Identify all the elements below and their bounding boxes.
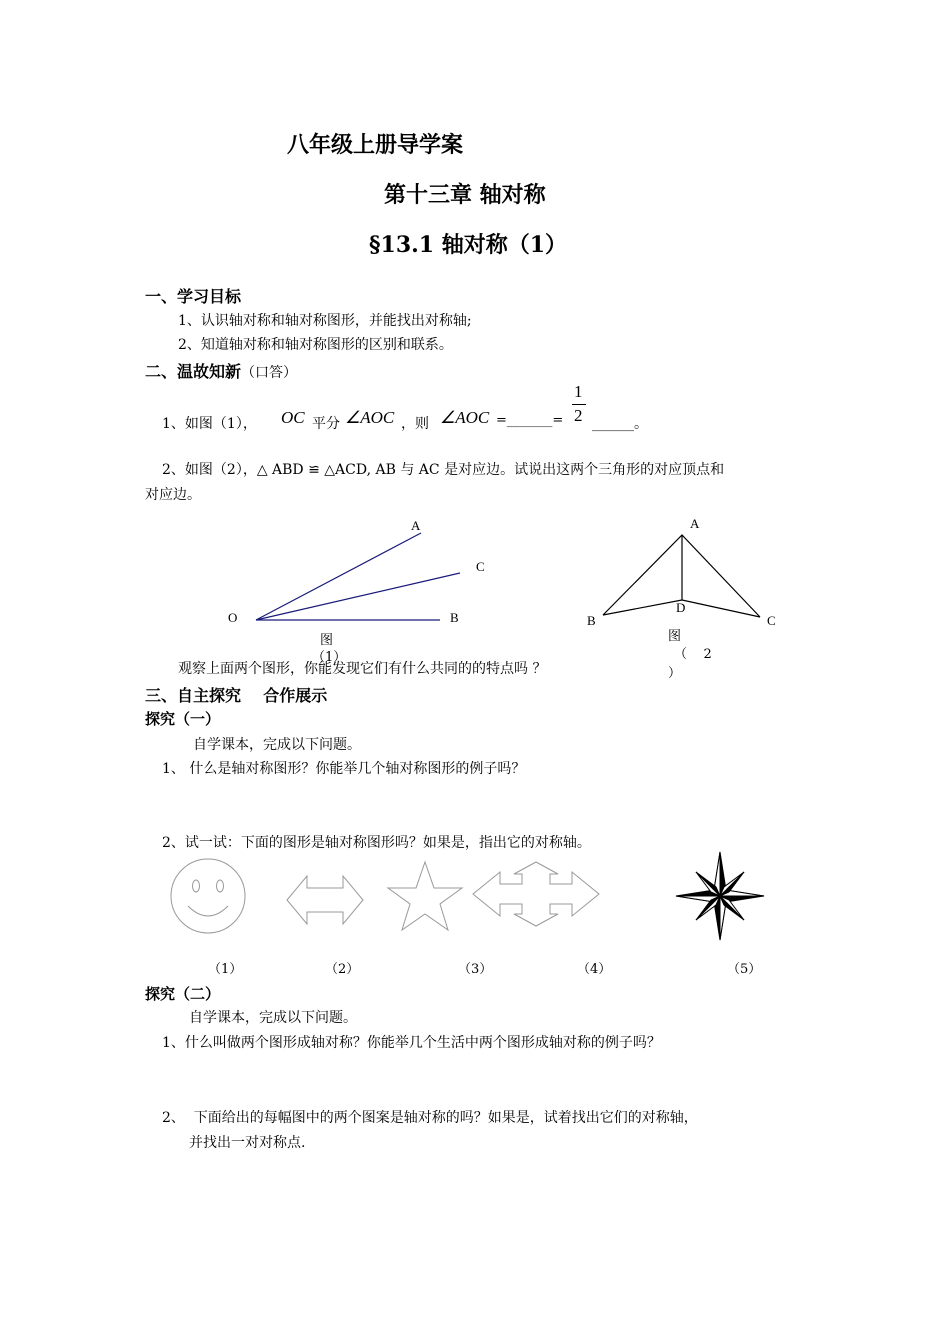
review-q1-angle2: ∠AOC	[440, 408, 490, 427]
goal-item-1: 1、认识轴对称和轴对称图形，并能找出对称轴;	[178, 313, 472, 329]
fig2-label-b: B	[587, 613, 596, 628]
compass-rose-icon	[676, 852, 764, 940]
explore-part2-intro: 自学课本，完成以下问题。	[189, 1010, 357, 1026]
chapter-title: 第十三章 轴对称	[384, 182, 546, 208]
goals-heading: 一、学习目标	[145, 287, 242, 306]
review-q1-bisect: 平分	[312, 416, 340, 432]
fig1-label-o: O	[228, 610, 238, 625]
section-title: §13.1 轴对称（1）	[369, 232, 568, 258]
fig2-caption-bottom: ）	[668, 666, 682, 681]
goal-item-2: 2、知道轴对称和轴对称图形的区别和联系。	[178, 337, 453, 353]
explore-part2-heading: 探究（二）	[145, 985, 221, 1003]
fig2-caption-mid: （ 2	[674, 647, 712, 662]
double-arrow-icon	[287, 876, 363, 924]
fig2-label-c: C	[767, 613, 776, 628]
shape-label-5: （5）	[727, 962, 762, 977]
explore-part1-q2: 2、试一试：下面的图形是轴对称图形吗？如果是，指出它的对称轴。	[162, 835, 591, 851]
fig1-label-a: A	[411, 518, 421, 533]
fraction-numerator: 1	[574, 382, 583, 401]
review-heading-note: （口答）	[241, 365, 298, 381]
shape-label-2: （2）	[325, 962, 360, 977]
fig1-caption-top: 图	[320, 633, 334, 648]
review-q2-line2: 对应边。	[145, 487, 201, 503]
grade-title: 八年级上册导学案	[287, 132, 464, 158]
cross-arrow-icon	[473, 862, 599, 926]
explore-part2-q2-line1: 2、 下面给出的每幅图中的两个图案是轴对称的吗？如果是，试着找出它们的对称轴，	[162, 1110, 698, 1126]
explore-part1-heading: 探究（一）	[145, 710, 221, 728]
explore-part1-q1: 1、 什么是轴对称图形？你能举几个轴对称图形的例子吗？	[162, 761, 526, 777]
review-q1-eq: =_______=	[496, 413, 564, 428]
fig2-caption-top: 图	[668, 629, 682, 644]
fig1-caption-bottom: （1）	[312, 650, 347, 665]
review-q1-then: ，则	[401, 416, 429, 432]
fig2-label-d: D	[676, 600, 686, 615]
smiley-face-icon	[171, 859, 245, 933]
review-q2-line1: 2、如图（2），△ ABD ≌ △ACD, AB 与 AC 是对应边。试说出这两个三角形的对应顶点和	[162, 462, 725, 478]
shape-label-1: （1）	[208, 962, 243, 977]
review-q1-prefix: 1、如图（1），	[162, 416, 257, 432]
review-heading-text: 二、温故知新	[145, 362, 242, 381]
explore-part1-intro: 自学课本，完成以下问题。	[193, 737, 361, 753]
fraction-denominator: 2	[574, 406, 583, 425]
review-q1-angle: ∠AOC	[345, 408, 395, 427]
shape-label-3: （3）	[458, 962, 493, 977]
explore-part2-q2-line2: 并找出一对对称点.	[189, 1135, 306, 1151]
review-q1-oc: OC	[281, 408, 305, 427]
fig1-label-c: C	[476, 559, 485, 574]
fig1-label-b: B	[450, 610, 459, 625]
observe-question: 观察上面两个图形，你能发现它们有什么共同的的特点吗 ？	[178, 661, 547, 677]
star-icon	[388, 862, 462, 930]
explore-part2-q1: 1、什么叫做两个图形成轴对称？你能举几个生活中两个图形成轴对称的例子吗？	[162, 1035, 661, 1051]
shape-label-4: （4）	[577, 962, 612, 977]
review-q1-tail: ______。	[592, 416, 648, 432]
explore-heading: 三、自主探究 合作展示	[145, 686, 328, 705]
fig2-label-a: A	[690, 516, 700, 531]
